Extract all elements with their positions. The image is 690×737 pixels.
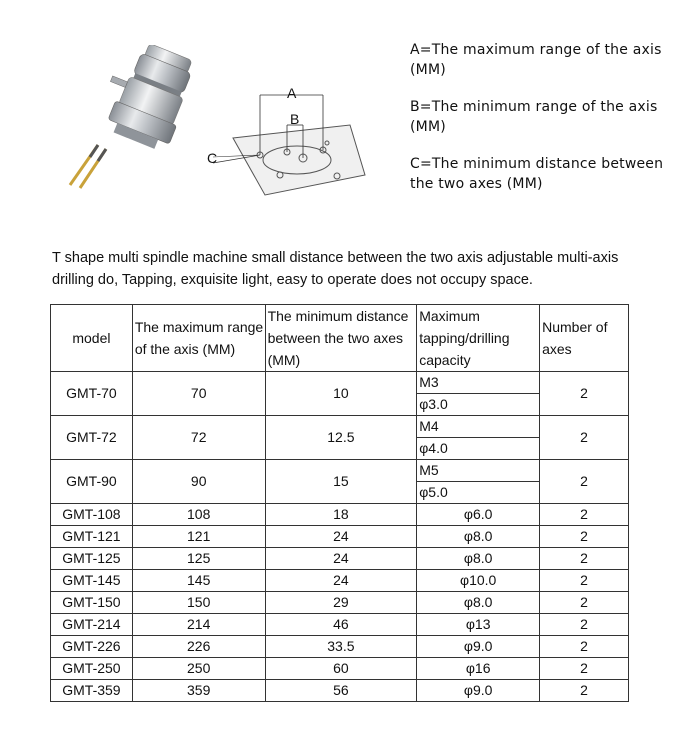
cell-axes: 2 xyxy=(540,636,629,658)
cell-max-range: 121 xyxy=(132,526,265,548)
cell-max-range: 72 xyxy=(132,416,265,460)
cell-axes: 2 xyxy=(540,570,629,592)
cell-axes: 2 xyxy=(540,416,629,460)
cell-max-range: 70 xyxy=(132,372,265,416)
cell-max-range: 250 xyxy=(132,658,265,680)
spindle-head-product-image xyxy=(60,45,205,195)
cell-axes: 2 xyxy=(540,526,629,548)
cell-drill-size: φ3.0 xyxy=(417,394,540,416)
table-row xyxy=(51,460,629,482)
cell-max-range: 125 xyxy=(132,548,265,570)
cell-max-range: 145 xyxy=(132,570,265,592)
table-row xyxy=(51,548,629,570)
cell-model: GMT-108 xyxy=(51,504,133,526)
cell-capacity: φ6.0 xyxy=(417,504,540,526)
table-row xyxy=(51,614,629,636)
cell-min-distance: 56 xyxy=(265,680,417,702)
dimension-legend xyxy=(410,40,680,211)
spec-table xyxy=(50,304,629,702)
diagram-label-c: C xyxy=(207,150,218,166)
cell-max-range: 214 xyxy=(132,614,265,636)
cell-tap-size: M5 xyxy=(417,460,540,482)
cell-capacity: φ13 xyxy=(417,614,540,636)
cell-axes: 2 xyxy=(540,592,629,614)
table-row xyxy=(51,570,629,592)
header-max-range: The maximum range of the axis (MM) xyxy=(132,305,265,372)
cell-model: GMT-359 xyxy=(51,680,133,702)
cell-capacity: φ8.0 xyxy=(417,592,540,614)
cell-drill-size: φ4.0 xyxy=(417,438,540,460)
table-row xyxy=(51,592,629,614)
cell-min-distance: 29 xyxy=(265,592,417,614)
cell-min-distance: 12.5 xyxy=(265,416,417,460)
product-description: T shape multi spindle machine small distance between the two axis adjustable multi-axis drilling do, Tapping, exquisite light, easy to operate does not occupy space. xyxy=(52,250,619,288)
cell-max-range: 150 xyxy=(132,592,265,614)
diagram-label-b: B xyxy=(290,111,300,127)
cell-capacity: φ16 xyxy=(417,658,540,680)
header-capacity: Maximum tapping/drilling capacity xyxy=(417,305,540,372)
table-row xyxy=(51,504,629,526)
header-axes: Number of axes xyxy=(540,305,629,372)
table-row xyxy=(51,680,629,702)
cell-max-range: 90 xyxy=(132,460,265,504)
cell-capacity: φ9.0 xyxy=(417,680,540,702)
legend-b: B=The minimum range of the axis (MM) xyxy=(410,99,658,135)
legend-c: C=The minimum distance between the two axes (MM) xyxy=(410,156,664,192)
table-row xyxy=(51,636,629,658)
table-row xyxy=(51,372,629,394)
cell-drill-size: φ5.0 xyxy=(417,482,540,504)
cell-model: GMT-72 xyxy=(51,416,133,460)
header-min-distance: The minimum distance between the two axes (MM) xyxy=(265,305,417,372)
cell-model: GMT-121 xyxy=(51,526,133,548)
cell-min-distance: 10 xyxy=(265,372,417,416)
cell-min-distance: 24 xyxy=(265,526,417,548)
table-row xyxy=(51,526,629,548)
cell-model: GMT-125 xyxy=(51,548,133,570)
cell-axes: 2 xyxy=(540,680,629,702)
cell-min-distance: 18 xyxy=(265,504,417,526)
cell-max-range: 359 xyxy=(132,680,265,702)
cell-min-distance: 15 xyxy=(265,460,417,504)
cell-axes: 2 xyxy=(540,372,629,416)
cell-capacity: φ8.0 xyxy=(417,548,540,570)
cell-capacity: φ9.0 xyxy=(417,636,540,658)
cell-model: GMT-150 xyxy=(51,592,133,614)
cell-axes: 2 xyxy=(540,460,629,504)
cell-model: GMT-214 xyxy=(51,614,133,636)
cell-capacity: φ10.0 xyxy=(417,570,540,592)
diagram-label-a: A xyxy=(287,85,297,101)
cell-model: GMT-70 xyxy=(51,372,133,416)
cell-min-distance: 33.5 xyxy=(265,636,417,658)
table-row xyxy=(51,416,629,438)
cell-axes: 2 xyxy=(540,548,629,570)
cell-min-distance: 46 xyxy=(265,614,417,636)
legend-a: A=The maximum range of the axis (MM) xyxy=(410,42,662,78)
cell-axes: 2 xyxy=(540,614,629,636)
header-model: model xyxy=(51,305,133,372)
cell-min-distance: 24 xyxy=(265,570,417,592)
cell-axes: 2 xyxy=(540,658,629,680)
cell-model: GMT-226 xyxy=(51,636,133,658)
cell-capacity: φ8.0 xyxy=(417,526,540,548)
cell-tap-size: M4 xyxy=(417,416,540,438)
cell-model: GMT-145 xyxy=(51,570,133,592)
cell-max-range: 108 xyxy=(132,504,265,526)
cell-model: GMT-90 xyxy=(51,460,133,504)
cell-min-distance: 24 xyxy=(265,548,417,570)
table-row xyxy=(51,658,629,680)
cell-min-distance: 60 xyxy=(265,658,417,680)
cell-model: GMT-250 xyxy=(51,658,133,680)
cell-axes: 2 xyxy=(540,504,629,526)
axis-dimension-diagram xyxy=(205,80,375,200)
cell-max-range: 226 xyxy=(132,636,265,658)
table-header-row xyxy=(51,305,629,372)
cell-tap-size: M3 xyxy=(417,372,540,394)
